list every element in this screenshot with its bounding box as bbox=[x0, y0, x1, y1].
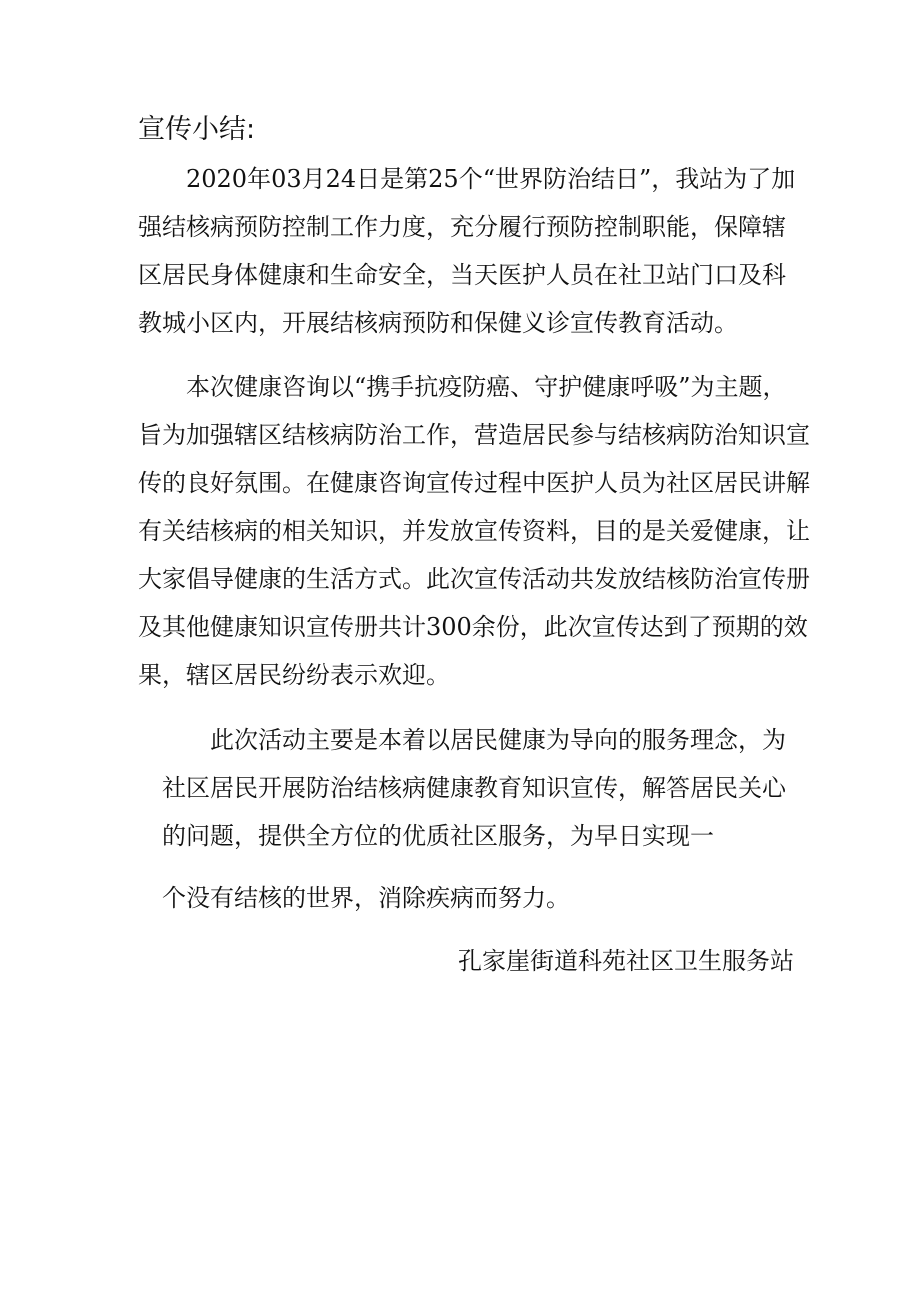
paragraph-2-line-6: 及其他健康知识宣传册共计300余份，此次宣传达到了预期的效 bbox=[138, 613, 808, 641]
paragraph-2-line-1: 本次健康咨询以“携手抗疫防癌、守护健康呼吸”为主题， bbox=[186, 373, 787, 401]
paragraph-1-line-3: 区居民身体健康和生命安全，当天医护人员在社卫站门口及科 bbox=[138, 261, 786, 289]
paragraph-2-line-3: 传的良好氛围。在健康咨询宣传过程中医护人员为社区居民讲解 bbox=[138, 469, 810, 497]
paragraph-1-line-4: 教城小区内，开展结核病预防和保健义诊宣传教育活动。 bbox=[138, 309, 738, 337]
paragraph-2-line-7: 果，辖区居民纷纷表示欢迎。 bbox=[138, 661, 450, 689]
paragraph-3-line-3: 的问题，提供全方位的优质社区服务，为早日实现一 bbox=[162, 822, 714, 850]
paragraph-3-line-2: 社区居民开展防治结核病健康教育知识宣传，解答居民关心 bbox=[162, 774, 786, 802]
paragraph-1-line-2: 强结核病预防控制工作力度，充分履行预防控制职能，保障辖 bbox=[138, 213, 786, 241]
paragraph-1-line-1: 2020年03月24日是第25个“世界防治结日”，我站为了加 bbox=[186, 165, 796, 193]
paragraph-3-line-1: 此次活动主要是本着以居民健康为导向的服务理念，为 bbox=[210, 726, 786, 754]
paragraph-2-line-4: 有关结核病的相关知识，并发放宣传资料，目的是关爱健康，让 bbox=[138, 517, 810, 545]
paragraph-2-line-2: 旨为加强辖区结核病防治工作，营造居民参与结核病防治知识宣 bbox=[138, 421, 810, 449]
paragraph-3-line-4: 个没有结核的世界，消除疾病而努力。 bbox=[162, 884, 570, 912]
document-title: 宣传小结: bbox=[138, 114, 256, 145]
signature-organization: 孔家崖街道科苑社区卫生服务站 bbox=[458, 947, 794, 975]
paragraph-2-line-5: 大家倡导健康的生活方式。此次宣传活动共发放结核防治宣传册 bbox=[138, 565, 810, 593]
